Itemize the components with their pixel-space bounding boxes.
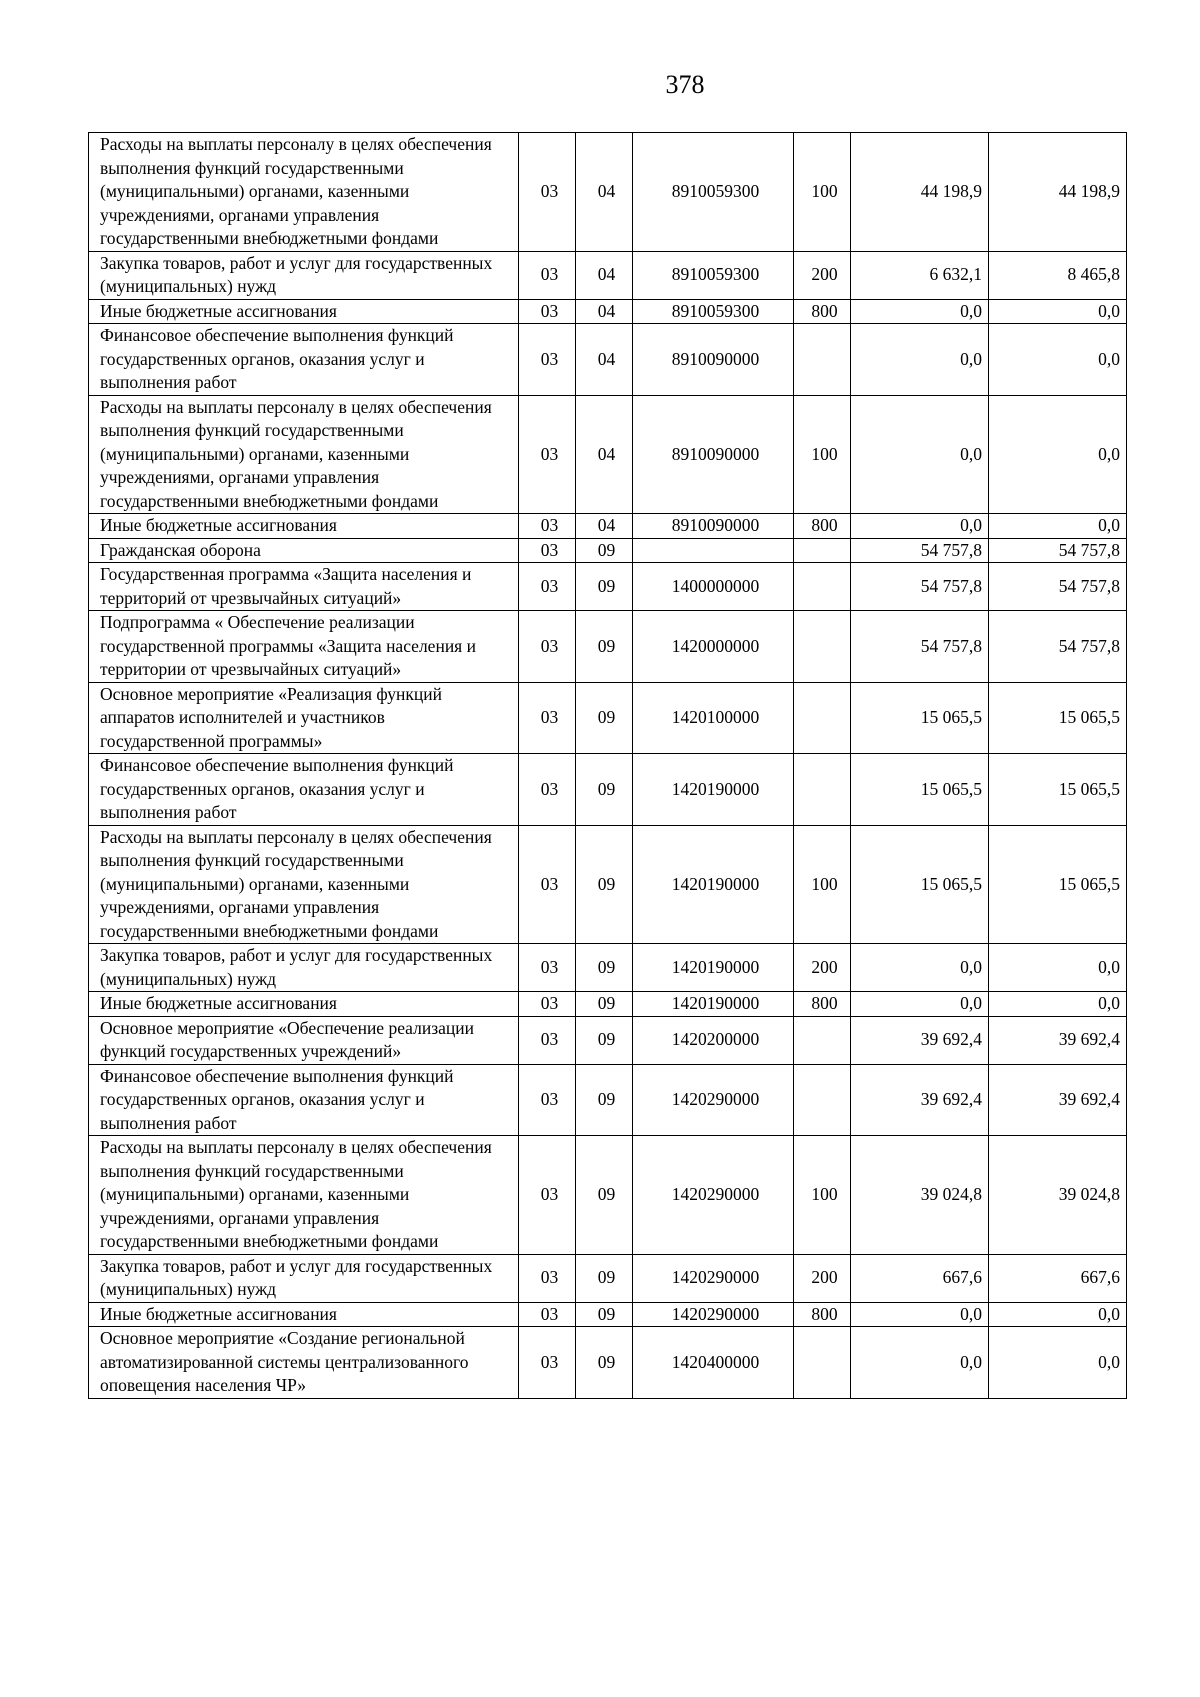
row-name: Государственная программа «Защита населения и территорий от чрезвычайных ситуаций» — [89, 563, 519, 611]
target-article-code: 8910090000 — [633, 395, 794, 514]
table-row — [89, 1136, 1127, 1255]
amount-year-2: 0,0 — [989, 299, 1127, 324]
subsection-code: 09 — [576, 538, 633, 563]
section-code: 03 — [519, 133, 576, 252]
row-name: Расходы на выплаты персоналу в целях обеспечения выполнения функций государственными (муниципальными) органами, казенными учреждениями, органами управления государственными внебюджетными фондами — [89, 825, 519, 944]
amount-year-2: 0,0 — [989, 395, 1127, 514]
subsection-code: 09 — [576, 1064, 633, 1136]
table-row — [89, 825, 1127, 944]
target-article-code: 1400000000 — [633, 563, 794, 611]
expense-type-code: 800 — [794, 1302, 851, 1327]
target-article-code: 1420100000 — [633, 682, 794, 754]
amount-year-2: 0,0 — [989, 1327, 1127, 1399]
subsection-code: 04 — [576, 395, 633, 514]
table-row — [89, 299, 1127, 324]
section-code: 03 — [519, 324, 576, 396]
table-row — [89, 1302, 1127, 1327]
amount-year-2: 0,0 — [989, 944, 1127, 992]
table-row — [89, 514, 1127, 539]
expense-type-code: 100 — [794, 825, 851, 944]
expense-type-code — [794, 1016, 851, 1064]
row-name: Финансовое обеспечение выполнения функций государственных органов, оказания услуг и выполнения работ — [89, 754, 519, 826]
expense-type-code: 200 — [794, 1254, 851, 1302]
section-code: 03 — [519, 251, 576, 299]
row-name: Основное мероприятие «Реализация функций аппаратов исполнителей и участников государственной программы» — [89, 682, 519, 754]
expense-type-code: 800 — [794, 992, 851, 1017]
amount-year-2: 0,0 — [989, 992, 1127, 1017]
target-article-code: 8910090000 — [633, 514, 794, 539]
subsection-code: 09 — [576, 1327, 633, 1399]
subsection-code: 04 — [576, 324, 633, 396]
expense-type-code — [794, 563, 851, 611]
row-name: Основное мероприятие «Обеспечение реализации функций государственных учреждений» — [89, 1016, 519, 1064]
row-name: Иные бюджетные ассигнования — [89, 1302, 519, 1327]
row-name: Закупка товаров, работ и услуг для государственных (муниципальных) нужд — [89, 251, 519, 299]
amount-year-1: 0,0 — [851, 1327, 989, 1399]
amount-year-2: 0,0 — [989, 514, 1127, 539]
amount-year-2: 39 692,4 — [989, 1064, 1127, 1136]
subsection-code: 09 — [576, 1302, 633, 1327]
row-name: Иные бюджетные ассигнования — [89, 514, 519, 539]
page-number: 378 — [665, 70, 705, 99]
table-row — [89, 1327, 1127, 1399]
subsection-code: 04 — [576, 514, 633, 539]
amount-year-2: 0,0 — [989, 324, 1127, 396]
amount-year-2: 39 692,4 — [989, 1016, 1127, 1064]
subsection-code: 09 — [576, 825, 633, 944]
table-row — [89, 563, 1127, 611]
expense-type-code — [794, 1064, 851, 1136]
expense-type-code — [794, 538, 851, 563]
target-article-code: 8910059300 — [633, 299, 794, 324]
section-code: 03 — [519, 825, 576, 944]
target-article-code: 1420290000 — [633, 1136, 794, 1255]
expense-type-code: 100 — [794, 133, 851, 252]
section-code: 03 — [519, 1254, 576, 1302]
amount-year-1: 0,0 — [851, 514, 989, 539]
section-code: 03 — [519, 1136, 576, 1255]
subsection-code: 09 — [576, 1016, 633, 1064]
table-row — [89, 133, 1127, 252]
amount-year-2: 8 465,8 — [989, 251, 1127, 299]
target-article-code: 1420400000 — [633, 1327, 794, 1399]
amount-year-2: 54 757,8 — [989, 538, 1127, 563]
target-article-code: 1420290000 — [633, 1064, 794, 1136]
expense-type-code — [794, 324, 851, 396]
section-code: 03 — [519, 944, 576, 992]
table-row — [89, 1016, 1127, 1064]
row-name: Иные бюджетные ассигнования — [89, 299, 519, 324]
amount-year-1: 15 065,5 — [851, 825, 989, 944]
amount-year-1: 54 757,8 — [851, 538, 989, 563]
target-article-code — [633, 538, 794, 563]
table-row — [89, 992, 1127, 1017]
target-article-code: 1420000000 — [633, 611, 794, 683]
amount-year-1: 0,0 — [851, 992, 989, 1017]
row-name: Иные бюджетные ассигнования — [89, 992, 519, 1017]
target-article-code: 1420190000 — [633, 754, 794, 826]
subsection-code: 09 — [576, 992, 633, 1017]
target-article-code: 1420190000 — [633, 992, 794, 1017]
amount-year-2: 0,0 — [989, 1302, 1127, 1327]
amount-year-2: 54 757,8 — [989, 611, 1127, 683]
table-row — [89, 944, 1127, 992]
budget-table — [88, 132, 1127, 1399]
section-code: 03 — [519, 1327, 576, 1399]
amount-year-2: 54 757,8 — [989, 563, 1127, 611]
table-row — [89, 754, 1127, 826]
amount-year-1: 44 198,9 — [851, 133, 989, 252]
expense-type-code — [794, 611, 851, 683]
expense-type-code: 800 — [794, 514, 851, 539]
subsection-code: 09 — [576, 1136, 633, 1255]
row-name: Финансовое обеспечение выполнения функций государственных органов, оказания услуг и выполнения работ — [89, 324, 519, 396]
target-article-code: 1420290000 — [633, 1302, 794, 1327]
subsection-code: 09 — [576, 1254, 633, 1302]
section-code: 03 — [519, 754, 576, 826]
row-name: Основное мероприятие «Создание региональной автоматизированной системы централизованного оповещения населения ЧР» — [89, 1327, 519, 1399]
amount-year-1: 6 632,1 — [851, 251, 989, 299]
amount-year-1: 54 757,8 — [851, 611, 989, 683]
expense-type-code — [794, 682, 851, 754]
section-code: 03 — [519, 611, 576, 683]
subsection-code: 09 — [576, 754, 633, 826]
target-article-code: 1420190000 — [633, 944, 794, 992]
subsection-code: 09 — [576, 563, 633, 611]
subsection-code: 04 — [576, 251, 633, 299]
row-name: Закупка товаров, работ и услуг для государственных (муниципальных) нужд — [89, 1254, 519, 1302]
amount-year-1: 15 065,5 — [851, 682, 989, 754]
subsection-code: 09 — [576, 682, 633, 754]
target-article-code: 8910090000 — [633, 324, 794, 396]
row-name: Гражданская оборона — [89, 538, 519, 563]
amount-year-1: 0,0 — [851, 944, 989, 992]
target-article-code: 1420290000 — [633, 1254, 794, 1302]
row-name: Расходы на выплаты персоналу в целях обеспечения выполнения функций государственными (муниципальными) органами, казенными учреждениями, органами управления государственными внебюджетными фондами — [89, 133, 519, 252]
subsection-code: 09 — [576, 944, 633, 992]
expense-type-code: 800 — [794, 299, 851, 324]
table-row — [89, 611, 1127, 683]
subsection-code: 04 — [576, 133, 633, 252]
expense-type-code — [794, 1327, 851, 1399]
target-article-code: 8910059300 — [633, 251, 794, 299]
target-article-code: 1420200000 — [633, 1016, 794, 1064]
amount-year-1: 0,0 — [851, 299, 989, 324]
amount-year-1: 0,0 — [851, 395, 989, 514]
row-name: Расходы на выплаты персоналу в целях обеспечения выполнения функций государственными (муниципальными) органами, казенными учреждениями, органами управления государственными внебюджетными фондами — [89, 1136, 519, 1255]
amount-year-1: 54 757,8 — [851, 563, 989, 611]
amount-year-1: 0,0 — [851, 1302, 989, 1327]
expense-type-code: 100 — [794, 395, 851, 514]
table-row — [89, 395, 1127, 514]
target-article-code: 8910059300 — [633, 133, 794, 252]
expense-type-code: 100 — [794, 1136, 851, 1255]
table-row — [89, 324, 1127, 396]
amount-year-1: 39 692,4 — [851, 1016, 989, 1064]
subsection-code: 09 — [576, 611, 633, 683]
amount-year-2: 15 065,5 — [989, 682, 1127, 754]
section-code: 03 — [519, 992, 576, 1017]
expense-type-code: 200 — [794, 944, 851, 992]
section-code: 03 — [519, 538, 576, 563]
amount-year-1: 667,6 — [851, 1254, 989, 1302]
section-code: 03 — [519, 563, 576, 611]
amount-year-2: 15 065,5 — [989, 825, 1127, 944]
row-name: Подпрограмма « Обеспечение реализации государственной программы «Защита населения и территории от чрезвычайных ситуаций» — [89, 611, 519, 683]
section-code: 03 — [519, 514, 576, 539]
amount-year-2: 39 024,8 — [989, 1136, 1127, 1255]
amount-year-2: 15 065,5 — [989, 754, 1127, 826]
section-code: 03 — [519, 1302, 576, 1327]
subsection-code: 04 — [576, 299, 633, 324]
table-row — [89, 538, 1127, 563]
row-name: Финансовое обеспечение выполнения функций государственных органов, оказания услуг и выполнения работ — [89, 1064, 519, 1136]
amount-year-2: 667,6 — [989, 1254, 1127, 1302]
table-row — [89, 682, 1127, 754]
amount-year-1: 39 692,4 — [851, 1064, 989, 1136]
table-row — [89, 251, 1127, 299]
target-article-code: 1420190000 — [633, 825, 794, 944]
table-row — [89, 1254, 1127, 1302]
section-code: 03 — [519, 1016, 576, 1064]
row-name: Расходы на выплаты персоналу в целях обеспечения выполнения функций государственными (муниципальными) органами, казенными учреждениями, органами управления государственными внебюджетными фондами — [89, 395, 519, 514]
amount-year-1: 15 065,5 — [851, 754, 989, 826]
amount-year-1: 0,0 — [851, 324, 989, 396]
row-name: Закупка товаров, работ и услуг для государственных (муниципальных) нужд — [89, 944, 519, 992]
amount-year-2: 44 198,9 — [989, 133, 1127, 252]
section-code: 03 — [519, 299, 576, 324]
expense-type-code: 200 — [794, 251, 851, 299]
section-code: 03 — [519, 682, 576, 754]
amount-year-1: 39 024,8 — [851, 1136, 989, 1255]
table-row — [89, 1064, 1127, 1136]
section-code: 03 — [519, 1064, 576, 1136]
expense-type-code — [794, 754, 851, 826]
section-code: 03 — [519, 395, 576, 514]
